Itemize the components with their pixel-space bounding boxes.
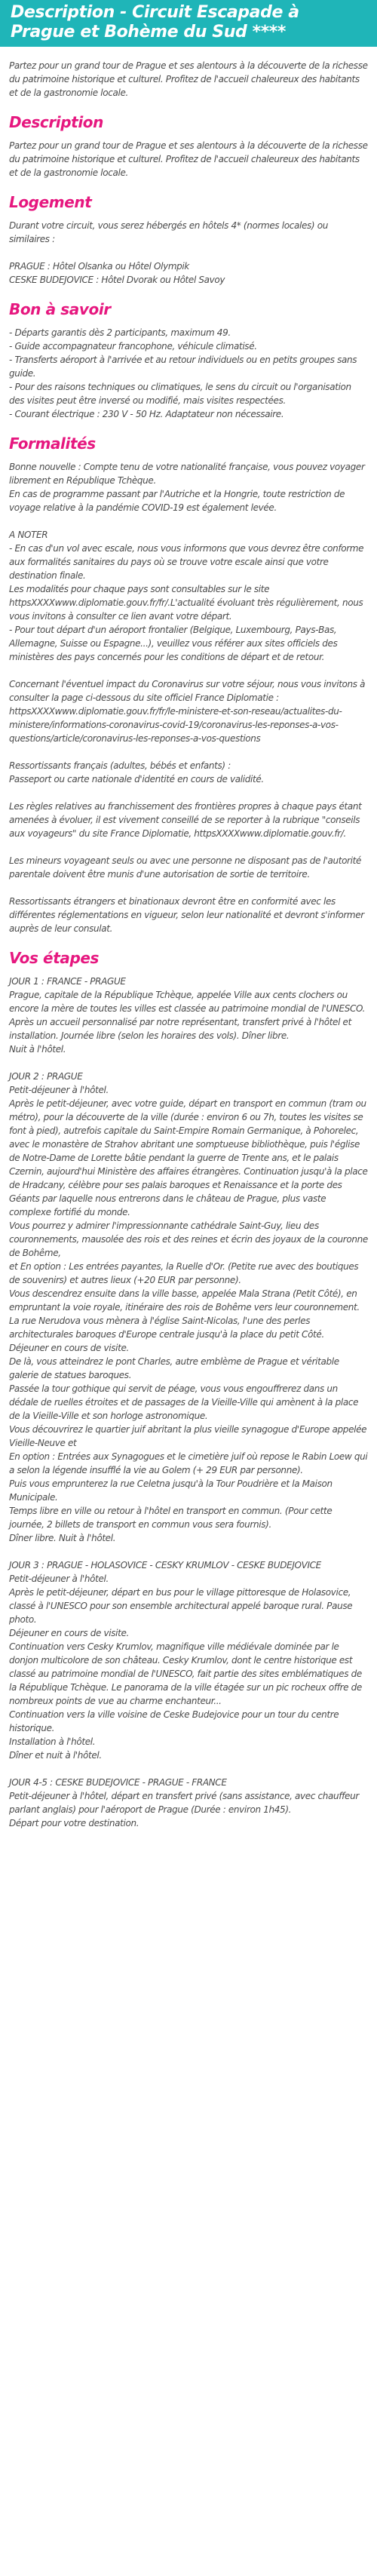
formalites-paragraph: Les mineurs voyageant seuls ou avec une personne ne disposant pas de l'autorité parentale doivent être munis d'une autorisation de sortie de territoire.	[9, 855, 362, 880]
etape-day: JOUR 2 : PRAGUE Petit-déjeuner à l'hôtel. Après le petit-déjeuner, avec votre guide, départ en transport en commun (tram ou métro), pour la découverte de la ville (durée : environ 6 ou 7h, toutes les visites se font à pied), autrefois capitale du Saint-Empire Romain Germanique, à Pohorelec, avec le monastère de Strahov abritant une somptueuse bibliothèque, puis l'église de Notre-Dame de Lorette bâtie pendant la guerre de Trente ans, et le palais Czernin, aujourd'hui Ministère des affaires étrangères. Continuation jusqu'à la place de Hradcany, célèbre pour ses palais baroques et Renaissance et la porte des Géants par laquelle nous entrerons dans le château de Prague, plus vaste complexe fortifié du monde. Vous pourrez y admirer l'impressionnante cathédrale Saint-Guy, lieu des couronnements, mausolée des rois et des reines et écrin des joyaux de la couronne de Bohême, et En option : Les entrées payantes, la Ruelle d'Or. (Petite rue avec des boutiques de souvenirs) et autres lieux (+20 EUR par personne). Vous descendrez ensuite dans la ville basse, appelée Mala Strana (Petit Côté), en empruntant la voie royale, itinéraire des rois de Bohême vers leur couronnement. La rue Nerudova vous mènera à l'église Saint-Nicolas, l'une des perles architecturales baroques d'Europe centrale jusqu'à la place du petit Côté. Déjeuner en cours de visite. De là, vous atteindrez le pont Charles, autre emblème de Prague et véritable galerie de statues baroques. Passée la tour gothique qui servit de péage, vous vous engouffrerez dans un dédale de ruelles étroites et de passages de la Vieille-Ville qui amènent à la place de la Vieille-Ville et son horloge astronomique. Vous découvrirez le quartier juif abritant la plus vieille synagogue d'Europe appelée Vieille-Neuve et En option : Entrées aux Synagogues et le cimetière juif où repose le Rabin Loew qui a selon la légende insufflé la vie au Golem (+ 29 EUR par personne). Puis vous emprunterez la rue Celetna jusqu'à la Tour Poudrière et la Maison Municipale. Temps libre en ville ou retour à l'hôtel en transport en commun. (Pour cette journée, 2 billets de transport en commun vous sera fournis). Dîner libre. Nuit à l'hôtel.	[9, 1071, 368, 1543]
title-banner	[0, 0, 377, 47]
page-title: Description - Circuit Escapade à Prague et Bohème du Sud ****	[11, 3, 299, 41]
bon-a-savoir-text: - Départs garantis dès 2 participants, maximum 49. - Guide accompagnateur francophone, véhicule climatisé. - Transferts aéroport à l'arrivée et au retour individuels ou en petits groupes sans guide. - Pour des raisons techniques ou climatiques, le sens du circuit ou l'organisation des visites peut être inversé ou modifié, mais visites respectées. - Courant électrique : 230 V - 50 Hz. Adaptateur non nécessaire.	[9, 327, 357, 419]
formalites-paragraph: Ressortissants étrangers et binationaux devront être en conformité avec les différentes réglementations en vigueur, selon leur nationalité et devront s'informer auprès de leur consulat.	[9, 896, 364, 934]
logement-hotels: PRAGUE : Hôtel Olsanka ou Hôtel Olympik CESKE BUDEJOVICE : Hôtel Dvorak ou Hôtel Savoy	[9, 261, 225, 285]
etape-day: JOUR 3 : PRAGUE - HOLASOVICE - CESKY KRUMLOV - CESKE BUDEJOVICE Petit-déjeuner à l'hôtel. Après le petit-déjeuner, départ en bus pour le village pittoresque de Holasovice, classé à l'UNESCO pour son ensemble architectural appelé baroque rural. Pause photo. Déjeuner en cours de visite. Continuation vers Cesky Krumlov, magnifique ville médiévale dominée par le donjon multicolore de son château. Cesky Krumlov, dont le centre historique est classé au patrimoine mondial de l'UNESCO, fait partie des sites emblématiques de la République Tchèque. Le panorama de la ville étagée sur un pic rocheux offre de nombreux points de vue au charme enchanteur... Continuation vers la ville voisine de Ceske Budejovice pour un tour du centre historique. Installation à l'hôtel. Dîner et nuit à l'hôtel.	[9, 1560, 362, 1761]
logement-text: Durant votre circuit, vous serez hébergés en hôtels 4* (normes locales) ou similaires :	[9, 220, 328, 244]
formalites-paragraph: Les règles relatives au franchissement des frontières propres à chaque pays étant amenées à évoluer, il est vivement conseillé de se reporter à la rubrique "conseils aux voyageurs" du site France Diplomatie, httpsXXXXwww.diplomatie.gouv.fr/.	[9, 801, 362, 839]
formalites-paragraph: Concernant l'éventuel impact du Coronavirus sur votre séjour, nous vous invitons à consulter la page ci-dessous du site officiel France Diplomatie : httpsXXXXwww.diplomatie.gouv.fr/fr/le-ministere-et-son-reseau/actualites-du-ministere/informations-coronavirus-covid-19/coronavirus-les-reponses-a-vos-questions/article/coronavirus-les-reponses-a-vos-questions	[9, 679, 366, 744]
intro-text: Partez pour un grand tour de Prague et ses alentours à la découverte de la richesse du patrimoine historique et culturel. Profitez de l'accueil chaleureux des habitants et de la gastronomie locale.	[9, 60, 368, 98]
content	[0, 47, 377, 1830]
formalites-paragraph: Ressortissants français (adultes, bébés et enfants) : Passeport ou carte nationale d'identité en cours de validité.	[9, 760, 264, 784]
formalites-paragraph: Bonne nouvelle : Compte tenu de votre nationalité française, vous pouvez voyager librement en République Tchèque. En cas de programme passant par l'Autriche et la Hongrie, toute restriction de voyage relative à la pandémie COVID-19 est également levée.	[9, 462, 365, 513]
description-text: Partez pour un grand tour de Prague et ses alentours à la découverte de la richesse du patrimoine historique et culturel. Profitez de l'accueil chaleureux des habitants et de la gastronomie locale.	[9, 140, 368, 178]
formalites-paragraph: A NOTER - En cas d'un vol avec escale, nous vous informons que vous devrez être conforme aux formalités sanitaires du pays où se trouve votre escale ainsi que votre destination finale. Les modalités pour chaque pays sont consultables sur le site httpsXXXXwww.diplomatie.gouv.fr/fr/.L'actualité évoluant très régulièrement, nous vous invitons à consulter ce lien avant votre départ. - Pour tout départ d'un aéroport frontalier (Belgique, Luxembourg, Pays-Bas, Allemagne, Suisse ou Espagne...), veuillez vous référer aux sites officiels des ministères des pays concernés pour les conditions de départ et de retour.	[9, 530, 364, 662]
etape-day: JOUR 1 : FRANCE - PRAGUE Prague, capitale de la République Tchèque, appelée Ville aux cents clochers ou encore la mère de toutes les villes est classée au patrimoine mondial de l'UNESCO. Après un accueil personnalisé par notre représentant, transfert privé à l'hôtel et installation. Journée libre (selon les horaires des vols). Dîner libre. Nuit à l'hôtel.	[9, 976, 366, 1055]
etape-day: JOUR 4-5 : CESKE BUDEJOVICE - PRAGUE - FRANCE Petit-déjeuner à l'hôtel, départ en transfert privé (sans assistance, avec chauffeur parlant anglais) pour l'aéroport de Prague (Durée : environ 1h45). Départ pour votre destination.	[9, 1777, 359, 1828]
etapes-heading: Vos étapes	[9, 949, 100, 967]
bon-a-savoir-heading: Bon à savoir	[9, 300, 111, 318]
description-heading: Description	[9, 113, 103, 131]
logement-heading: Logement	[9, 193, 92, 211]
formalites-heading: Formalités	[9, 434, 96, 453]
